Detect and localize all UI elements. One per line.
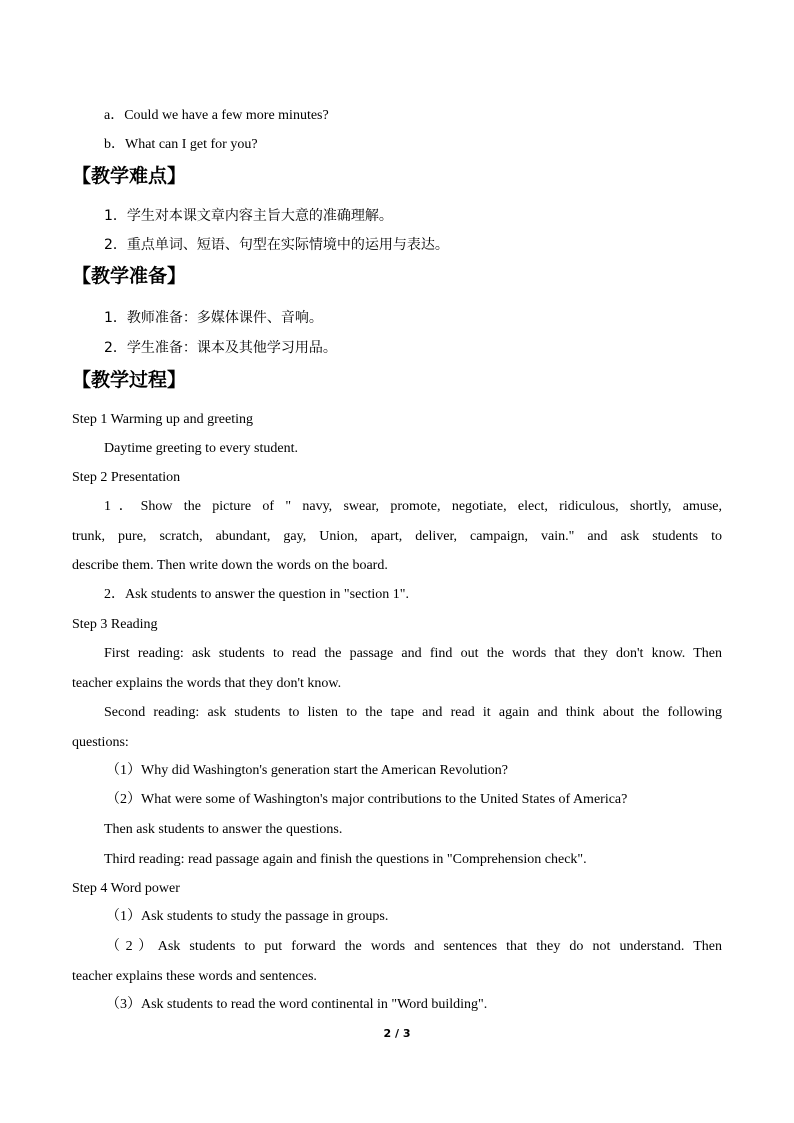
- step-3-first-reading: First reading: ask students to read the passage and find out the words that they don't know. Then: [104, 646, 722, 661]
- option-a: a．Could we have a few more minutes?: [104, 108, 329, 123]
- section-heading-preparation: 【教学准备】: [72, 265, 187, 287]
- step-4-point-2-cont: teacher explains these words and sentences.: [72, 969, 317, 984]
- preparation-item: 2．学生准备：课本及其他学习用品。: [104, 340, 337, 356]
- step-3-title: Step 3 Reading: [72, 617, 158, 632]
- option-b: b．What can I get for you?: [104, 137, 258, 152]
- step-3-second-reading-cont: questions:: [72, 735, 129, 750]
- question-1: （1）Why did Washington's generation start the American Revolution?: [106, 763, 509, 778]
- difficulty-item: 2．重点单词、短语、句型在实际情境中的运用与表达。: [104, 237, 449, 253]
- step-2-item-1-cont: describe them. Then write down the words on the board.: [72, 558, 388, 573]
- step-2-item-1-cont: trunk, pure, scratch, abundant, gay, Union, apart, deliver, campaign, vain." and ask students to: [72, 529, 722, 544]
- step-3-first-reading-cont: teacher explains the words that they don't know.: [72, 676, 342, 691]
- step-3-third-reading: Third reading: read passage again and finish the questions in "Comprehension check".: [104, 852, 587, 867]
- step-1-title: Step 1 Warming up and greeting: [72, 412, 253, 427]
- page-number: 2 / 3: [383, 1027, 411, 1040]
- preparation-item: 1．教师准备：多媒体课件、音响。: [104, 310, 323, 326]
- step-4-title: Step 4 Word power: [72, 881, 180, 896]
- step-2-title: Step 2 Presentation: [72, 470, 181, 485]
- step-3-second-reading: Second reading: ask students to listen to the tape and read it again and think about the following: [104, 705, 722, 720]
- step-1-text: Daytime greeting to every student.: [104, 441, 298, 456]
- step-4-point-1: （1）Ask students to study the passage in groups.: [106, 909, 389, 924]
- section-heading-process: 【教学过程】: [72, 369, 187, 391]
- step-2-item-2: 2．Ask students to answer the question in "section 1".: [104, 587, 410, 602]
- step-2-item-1: 1．Show the picture of " navy, swear, promote, negotiate, elect, ridiculous, shortly, amuse,: [104, 499, 722, 514]
- difficulty-item: 1．学生对本课文章内容主旨大意的准确理解。: [104, 208, 393, 224]
- step-4-point-3: （3）Ask students to read the word continental in "Word building".: [106, 997, 488, 1012]
- section-heading-difficulties: 【教学难点】: [72, 165, 187, 187]
- question-2: （2）What were some of Washington's major contributions to the United States of America?: [106, 792, 628, 807]
- step-3-then: Then ask students to answer the questions.: [104, 822, 343, 837]
- step-4-point-2: （2）Ask students to put forward the words and sentences that they do not understand. Then: [106, 939, 722, 954]
